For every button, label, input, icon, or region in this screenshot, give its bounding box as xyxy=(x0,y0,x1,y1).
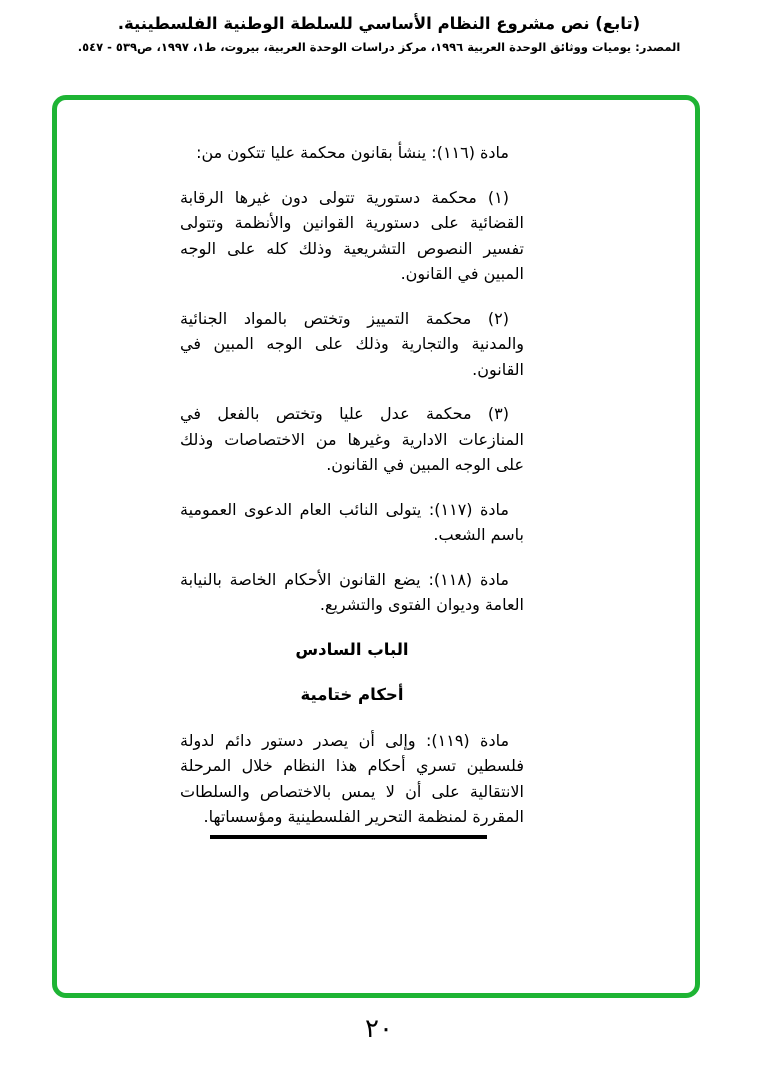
separator-rule xyxy=(210,835,487,839)
source-citation-line: المصدر: يوميات ووثائق الوحدة العربية ١٩٩٦، مركز دراسات الوحدة العربية، بيروت، ط١، ١٩٩٧، ص٥٣٩ - ٥٤٧. xyxy=(77,40,681,54)
article-116-clause-1: (١) محكمة دستورية تتولى دون غيرها الرقابة القضائية على دستورية القوانين والأنظمة وتتولى تفسير النصوص التشريعية وذلك كله على الوجه المبين في القانون. xyxy=(180,187,524,283)
article-117: مادة (١١٧): يتولى النائب العام الدعوى العمومية باسم الشعب. xyxy=(180,499,524,544)
document-title: (تابع) نص مشروع النظام الأساسي للسلطة الوطنية الفلسطينية. xyxy=(117,14,641,33)
page-number: ٢٠ xyxy=(365,1014,393,1044)
article-116-clause-2: (٢) محكمة التمييز وتختص بالمواد الجنائية والمدنية والتجارية وذلك على الوجه المبين في القانون. xyxy=(180,308,524,379)
chapter-six-heading: الباب السادس xyxy=(295,639,409,659)
article-116-clause-3: (٣) محكمة عدل عليا وتختص بالفعل في المنازعات الادارية وغيرها من الاختصاصات وذلك على الوجه المبين في القانون. xyxy=(180,404,524,474)
article-119: مادة (١١٩): وإلى أن يصدر دستور دائم لدولة فلسطين تسري أحكام هذا النظام خلال المرحلة الانتقالية على أن لا يمس بالاختصاص والسلطات المقررة لمنظمة التحرير الفلسطينية ومؤسساتها. xyxy=(180,730,524,826)
body-text-column xyxy=(180,140,524,849)
article-118: مادة (١١٨): يضع القانون الأحكام الخاصة بالنيابة العامة وديوان الفتوى والتشريع. xyxy=(180,569,524,614)
page-header xyxy=(0,14,758,54)
final-provisions-heading: أحكام ختامية xyxy=(300,685,404,704)
article-116: مادة (١١٦): ينشأ بقانون محكمة عليا تتكون من: xyxy=(196,143,509,162)
